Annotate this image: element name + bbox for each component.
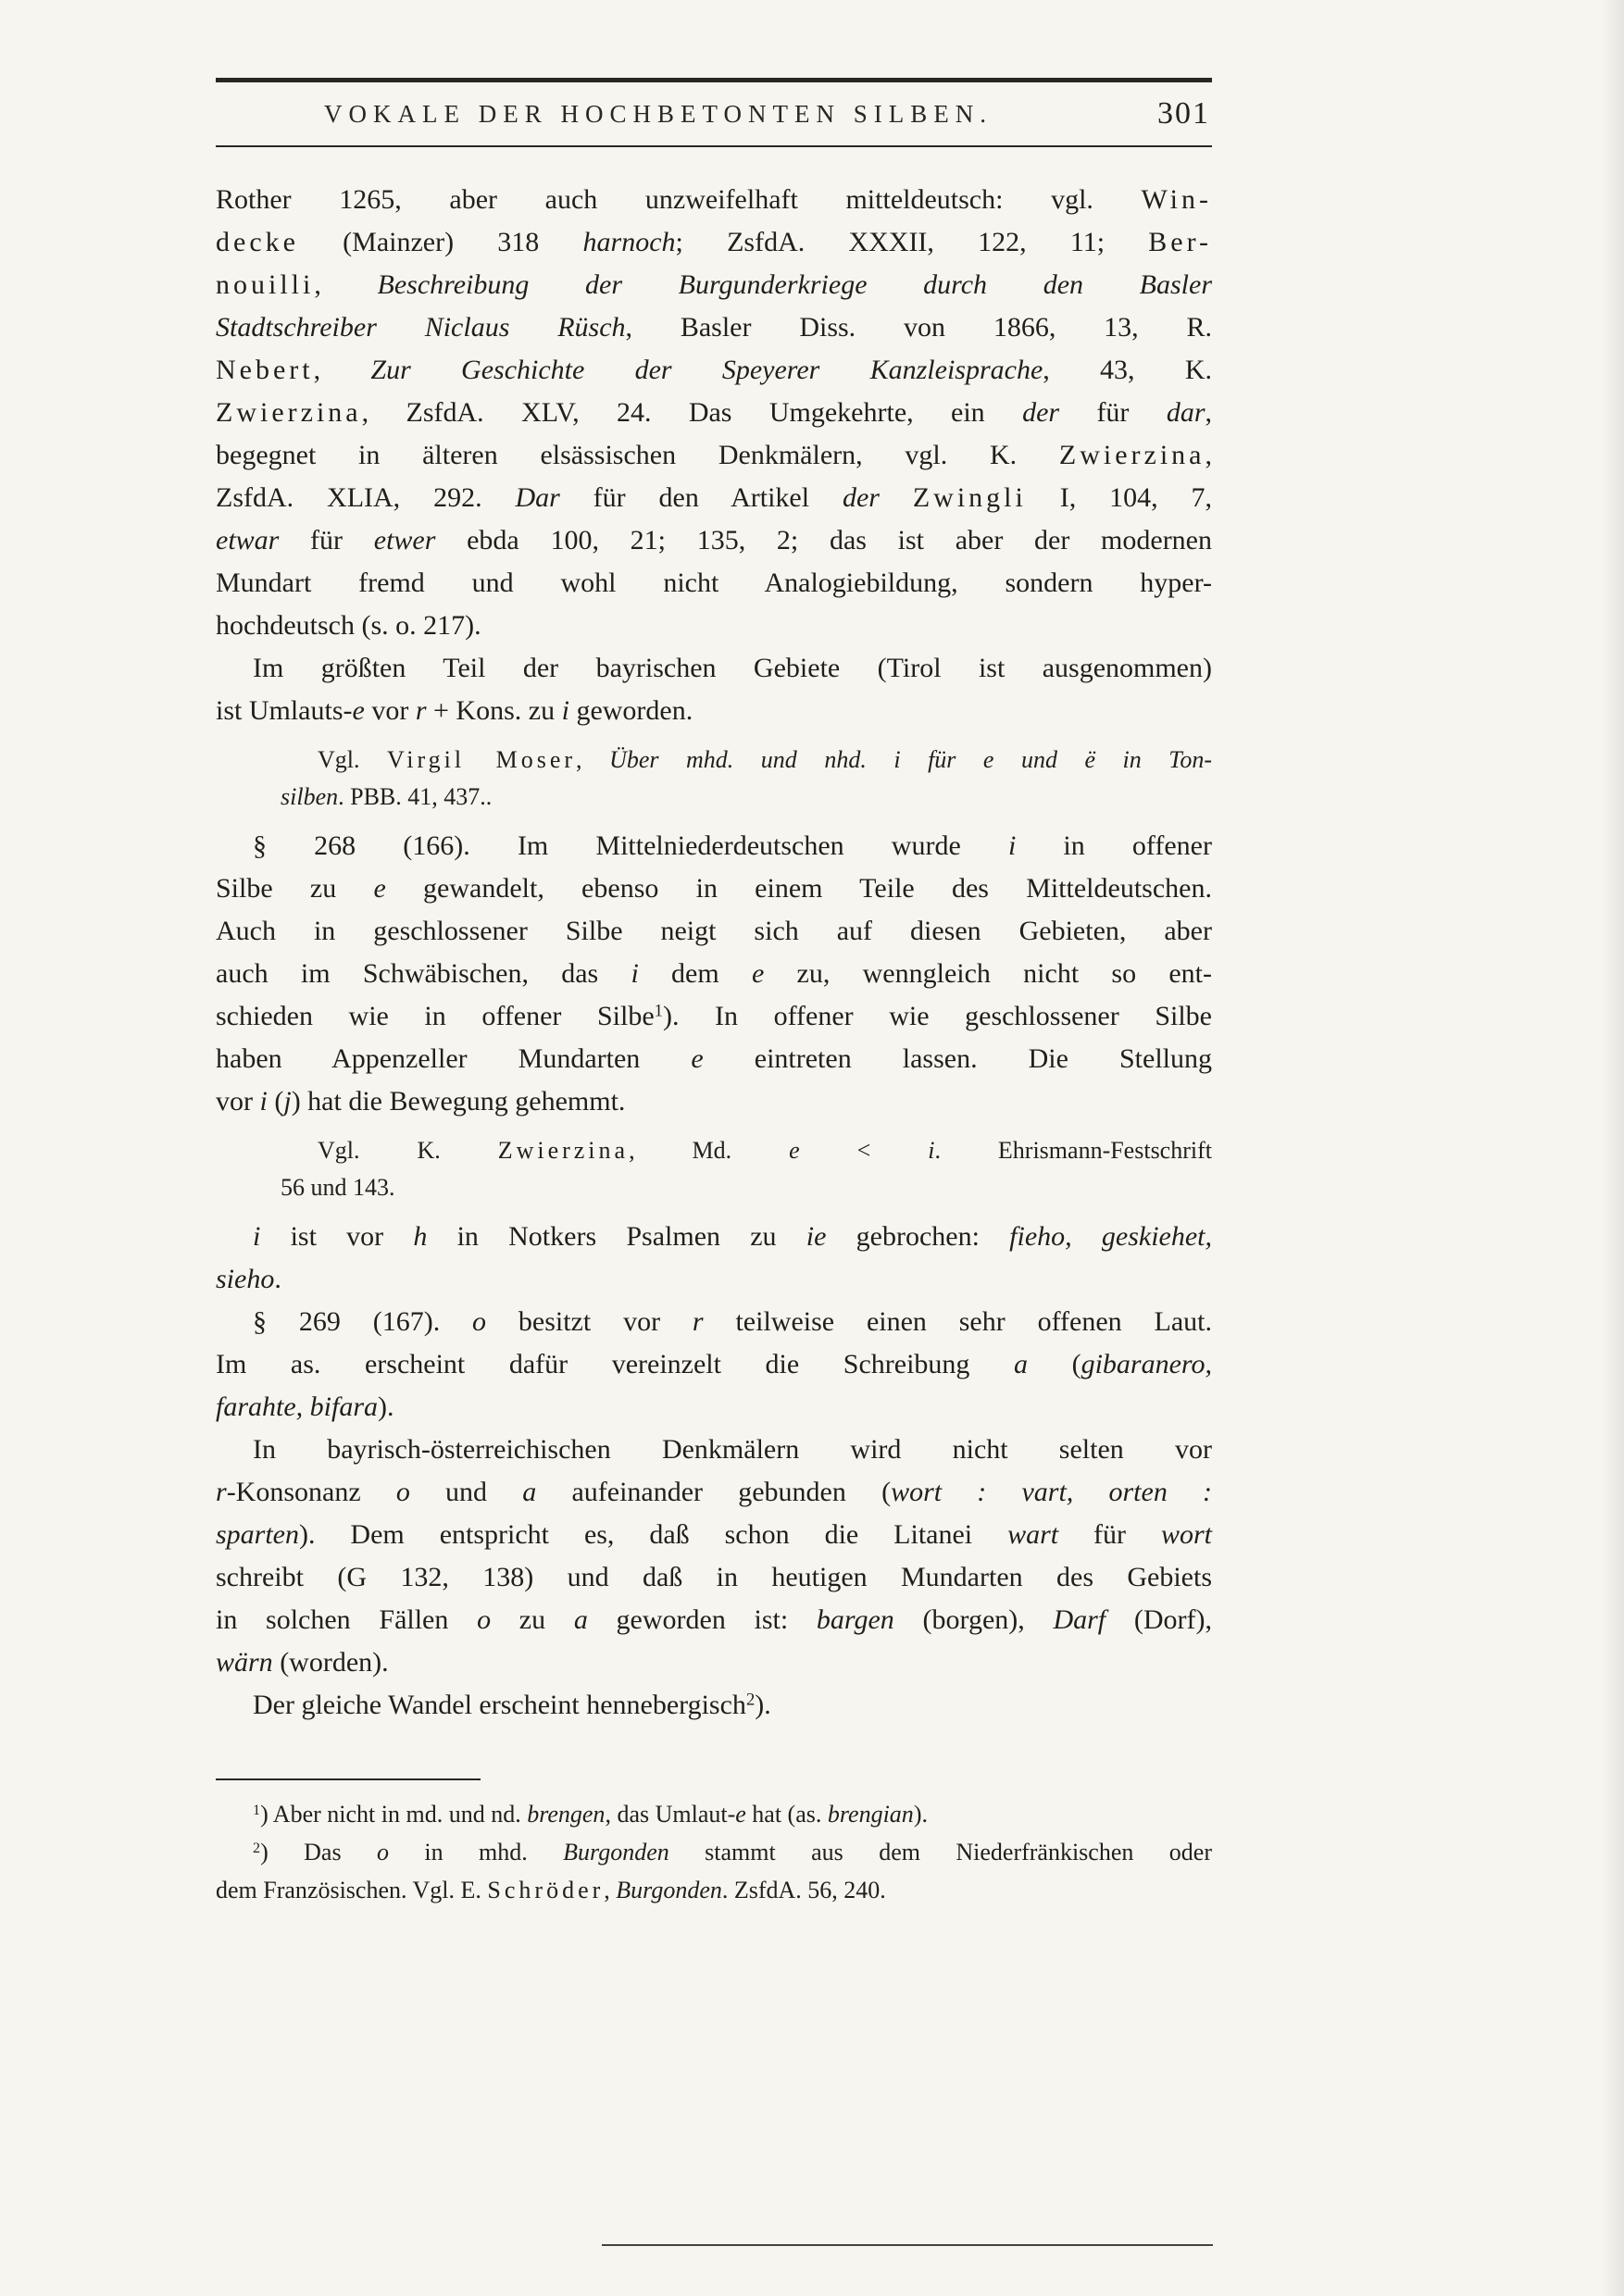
text-run: Stadtschreiber Niclaus Rüsch [216,312,626,343]
text-run: -Konsonanz [226,1477,396,1507]
text-line [216,264,1212,306]
text-line [216,647,1212,690]
text-run: geworden ist: [587,1604,817,1635]
text-run: , ZsfdA. XLV, 24. Das Umgekehrte, ein [361,397,1023,428]
text-line [281,1132,1212,1169]
text-run: auch im Schwäbischen, das [216,958,631,989]
text-run: Schröder [487,1877,605,1903]
text-run: vor [364,695,416,726]
text-run: gebrochen: [826,1221,1010,1252]
paragraph-hennebergisch [216,1684,1212,1727]
text-line [281,1169,1212,1206]
text-run: a [522,1477,537,1507]
text-run: ZsfdA. XLIA, 292. [216,482,516,513]
text-run: dem [638,958,752,989]
text-run: e [789,1137,800,1164]
text-run: besitzt vor [486,1306,693,1337]
text-run: und [409,1477,523,1507]
text-run: Der gleiche Wandel erscheint hennebergisch [253,1690,746,1720]
text-run: Darf [1053,1604,1106,1635]
text-run: In bayrisch-österreichischen Denkmälern wird nicht selten vor [253,1434,1212,1465]
text-run: silben [281,783,339,810]
text-run: hochdeutsch (s. o. 217). [216,610,481,641]
text-line [216,825,1212,867]
text-run: stammt aus dem Niederfränkischen oder [668,1839,1212,1866]
text-run: , [1205,440,1212,470]
text-run: , [314,269,378,300]
text-run: (borgen), [893,1604,1054,1635]
text-run: i [928,1137,935,1164]
text-run: schieden wie in offener Silbe [216,1001,655,1031]
text-run: Zwingli [912,482,1027,513]
text-run: gewandelt, ebenso in einem Teile des Mitteldeutschen. [385,873,1212,904]
text-run: hat (as. [745,1801,828,1828]
text-run: o [477,1604,492,1635]
text-run: geworden. [568,695,693,726]
content-column [216,78,1212,1909]
text-run: i [631,958,639,989]
text-run: dar [1166,397,1206,428]
text-run: Beschreibung der Burgunderkriege durch den Basler [377,269,1213,300]
text-run: ist vor [260,1221,414,1252]
text-line [216,605,1212,647]
text-run: . Ehrismann-Festschrift [934,1137,1212,1164]
text-run: < [799,1137,929,1164]
text-run: harnoch [582,227,676,257]
text-run: fieho, geskiehet, [1009,1221,1212,1252]
text-run: bargen [816,1604,894,1635]
text-run: schreibt (G 132, 138) und daß in heutigen Mundarten des Gebiets [216,1562,1212,1592]
text-run: ). Dem entspricht es, daß schon die Litanei [299,1519,1008,1550]
text-line [216,910,1212,953]
text-run: , das Umlaut- [605,1801,736,1828]
text-line [216,690,1212,732]
text-line [216,953,1212,995]
text-run: in solchen Fällen [216,1604,478,1635]
text-run: o [472,1306,487,1337]
text-line [216,1641,1212,1684]
text-line [216,519,1212,562]
text-run: Win- [1141,184,1212,215]
footnote-2 [216,1833,1212,1909]
text-line [216,179,1212,221]
text-run: , Basler Diss. von 1866, 13, R. [625,312,1212,343]
text-run: brengen [527,1801,606,1828]
footnote-1 [216,1795,1212,1833]
text-run: r [415,695,427,726]
text-run: in Notkers Psalmen zu [427,1221,806,1252]
text-run: zu, wenngleich nicht so ent- [764,958,1212,989]
text-run: Zwierzina [497,1137,630,1164]
text-line [281,742,1212,779]
footnote-marker: 2 [253,1840,261,1856]
footnote-separator-rule [216,1778,481,1780]
text-run: Rother 1265, aber auch unzweifelhaft mitteldeutsch: vgl. [216,184,1142,215]
text-run: + Kons. zu [426,695,562,726]
text-run: e [735,1801,746,1828]
paragraph-bayrisch [216,1429,1212,1684]
text-run: begegnet in älteren elsässischen Denkmälern, vgl. K. [216,440,1059,470]
text-run: § 269 (167). [253,1306,473,1337]
text-run: der [842,482,880,513]
text-run [880,482,913,513]
text-run: der [1022,397,1060,428]
text-run: ) Das [260,1839,377,1866]
text-run: a [573,1604,588,1635]
paragraph-269 [216,1301,1212,1429]
text-run: ) Aber nicht in md. und nd. [260,1801,528,1828]
text-line [216,1301,1212,1343]
text-run: ( [1028,1349,1081,1379]
text-run: Nebert [216,355,314,385]
text-run: für [1059,397,1167,428]
text-run: 56 und 143. [281,1174,395,1201]
text-run: Dar [515,482,560,513]
text-run: (Mainzer) 318 [298,227,583,257]
text-line [216,995,1212,1038]
text-run: j [283,1086,292,1117]
paragraph-rother [216,179,1212,647]
text-line [216,1599,1212,1641]
text-run: gibaranero, [1081,1349,1212,1379]
text-run: o [395,1477,410,1507]
text-run: Vgl. [318,746,388,773]
text-line [216,392,1212,434]
text-run: ist Umlauts- [216,695,353,726]
text-run: (Dorf), [1106,1604,1212,1635]
text-run: e [352,695,365,726]
text-run: ). In offener wie geschlossener Silbe [662,1001,1212,1031]
note-zwierzina [281,1132,1212,1206]
text-run: Über mhd. und nhd. i für e und ë in Ton- [609,746,1213,773]
text-line [216,221,1212,264]
text-run: Auch in geschlossener Silbe neigt sich auf diesen Gebieten, aber [216,916,1212,946]
text-run: aufeinander gebunden ( [536,1477,892,1507]
text-run: zu [491,1604,574,1635]
text-run: ; ZsfdA. XXXII, 122, 11; [675,227,1149,257]
footnote-marker: 1 [654,1001,663,1021]
text-run: dem Französischen. Vgl. E. [216,1877,488,1903]
text-run: Burgonden [616,1877,722,1903]
text-line [281,779,1212,816]
text-run: Zur Geschichte der Speyerer Kanzleisprache [370,355,1043,385]
text-run: für [1058,1519,1161,1550]
text-run: i [253,1221,261,1252]
text-run: Ber- [1148,227,1213,257]
text-run: wärn [216,1647,273,1678]
text-run: , 43, K. [1043,355,1212,385]
text-run: , [1205,397,1212,428]
header-bottom-rule [216,145,1212,147]
text-run: nouilli [216,269,315,300]
text-run: § 268 (166). Im Mittelniederdeutschen wurde [253,830,1008,861]
text-run: r [216,1477,227,1507]
text-run: i [1007,830,1017,861]
text-line [216,1216,1212,1258]
text-line [216,1429,1212,1471]
text-run: sieho [216,1264,275,1294]
text-run: I, 104, 7, [1026,482,1212,513]
page-body-text [216,179,1212,1727]
header-row [216,82,1212,145]
bottom-edge-rule [602,2244,1213,2246]
footnote-marker: 2 [745,1690,756,1710]
text-run: , [313,355,371,385]
text-run: Im größten Teil der bayrischen Gebiete (Tirol ist ausgenommen) [253,653,1212,683]
text-run: für [279,525,374,555]
text-line [216,1514,1212,1556]
text-line [216,867,1212,910]
text-run: für den Artikel [559,482,843,513]
paragraph-notker [216,1216,1212,1301]
text-run: teilweise einen sehr offenen Laut. [703,1306,1212,1337]
text-run: . [274,1264,281,1294]
text-run: , [604,1877,617,1903]
text-run: ). [378,1391,394,1422]
text-run: ) hat die Bewegung gehemmt. [291,1086,626,1117]
text-run: wort [1160,1519,1213,1550]
text-run: e [691,1043,704,1074]
text-run: (worden). [272,1647,389,1678]
text-run: ). [913,1801,928,1828]
note-moser [281,742,1212,816]
footnote-marker: 1 [253,1802,261,1818]
text-line [216,1871,1212,1909]
text-line [216,1386,1212,1429]
text-run: e [373,873,386,904]
text-run: in offener [1016,830,1212,861]
text-run: etwar [216,525,280,555]
text-run: i [259,1086,268,1117]
paragraph-umlaut [216,647,1212,732]
text-run: Zwierzina [216,397,362,428]
text-line [216,1556,1212,1599]
text-run: a [1014,1349,1029,1379]
text-run: farahte, bifara [216,1391,379,1422]
text-line [216,1471,1212,1514]
text-run: . PBB. 41, 437.. [338,783,493,810]
text-run: , Md. [629,1137,790,1164]
text-run: in mhd. [388,1839,564,1866]
text-run: Im as. erscheint dafür vereinzelt die Schreibung [216,1349,1015,1379]
text-run: Burgonden [563,1839,669,1866]
text-run: eintreten lassen. Die Stellung [703,1043,1213,1074]
text-run: r [692,1306,704,1337]
text-run: haben Appenzeller Mundarten [216,1043,692,1074]
text-run: i [561,695,569,726]
text-run: ( [267,1086,284,1117]
text-line [216,1258,1212,1301]
text-run: Silbe zu [216,873,374,904]
text-run: wart [1007,1519,1059,1550]
text-line [216,1833,1212,1871]
text-line [216,1684,1212,1727]
text-line [216,349,1212,392]
text-run: vor [216,1086,260,1117]
page-number: 301 [1157,96,1210,131]
text-run: h [413,1221,428,1252]
text-run: wort : vart, orten : [891,1477,1213,1507]
text-line [216,1038,1212,1080]
page-header [216,78,1212,147]
text-line [216,1343,1212,1386]
paragraph-268 [216,825,1212,1123]
text-run: Vgl. K. [318,1137,498,1164]
text-run: o [376,1839,389,1866]
text-line [216,306,1212,349]
text-line [216,434,1212,477]
text-line [216,1080,1212,1123]
text-run: , [576,746,610,773]
text-run: etwer [373,525,436,555]
text-run: decke [216,227,299,257]
text-line [216,1795,1212,1833]
text-run: sparten [216,1519,299,1550]
running-title: VOKALE DER HOCHBETONTEN SILBEN. [324,99,993,128]
footnotes-section [216,1795,1212,1909]
text-run: ie [806,1221,827,1252]
text-run: Mundart fremd und wohl nicht Analogiebildung, sondern hyper- [216,568,1212,598]
text-run: Zwierzina [1058,440,1206,470]
text-run: Virgil Moser [387,746,577,773]
text-run: . ZsfdA. 56, 240. [721,1877,886,1903]
text-run: ). [755,1690,771,1720]
text-run: brengian [827,1801,914,1828]
text-run: e [751,958,765,989]
text-line [216,562,1212,605]
text-line [216,477,1212,519]
text-run: ebda 100, 21; 135, 2; das ist aber der modernen [435,525,1212,555]
